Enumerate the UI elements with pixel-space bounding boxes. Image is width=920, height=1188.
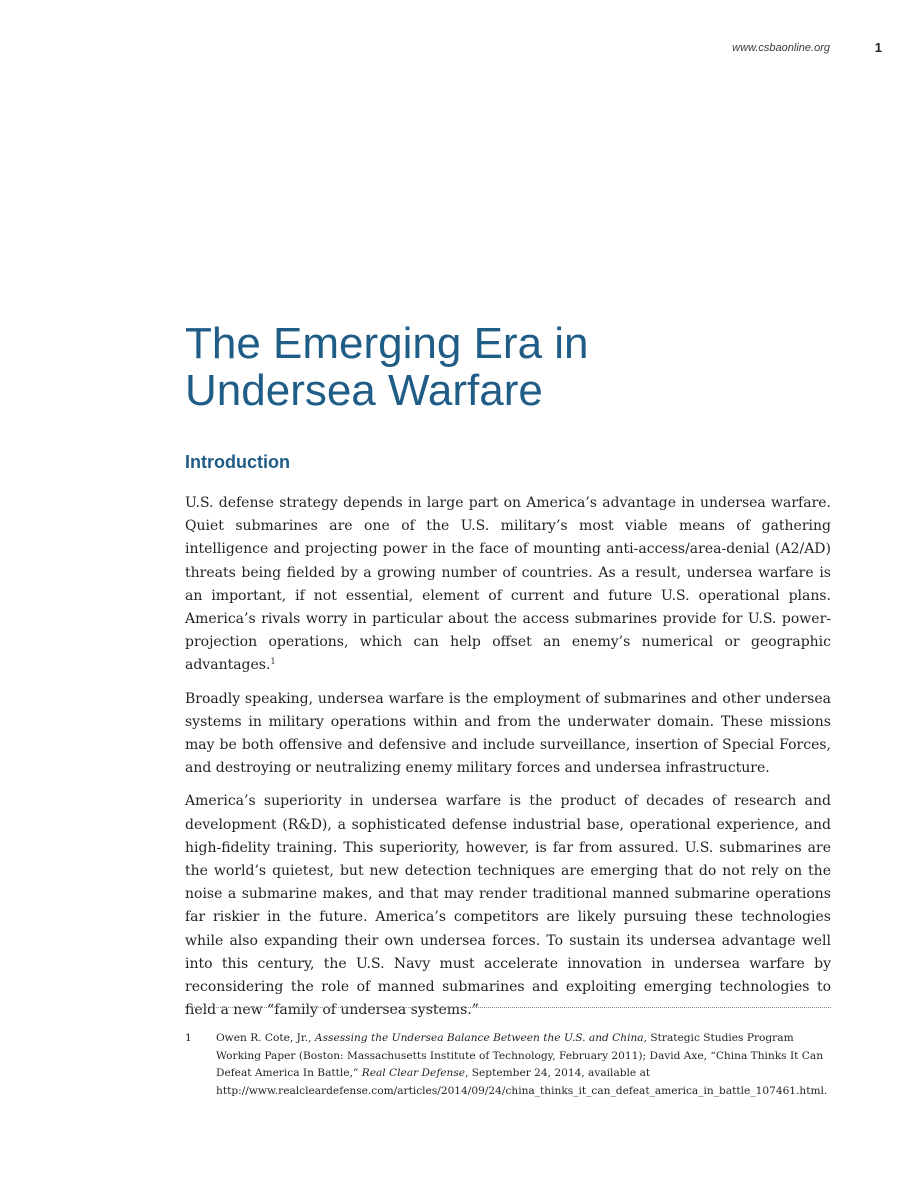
footnote-details: , Strategic Studies Program Working Paper (Boston: Massachusetts Institute of Technology, February 2011); David Axe, “China Thinks It Can Defeat America In Battle,” <box>216 1032 824 1079</box>
footnote-reference[interactable]: 1 <box>270 657 276 667</box>
paragraph-1-text: U.S. defense strategy depends in large part on America’s advantage in undersea warfare. Quiet submarines are one of the U.S. military’s most viable means of gathering intelligence and projecting power in the face of mounting anti-access/area-denial (A2/AD) threats being fielded by a growing number of countries. As a result, undersea warfare is an important, if not essential, element of current and future U.S. operational plans. America’s rivals worry in particular about the access submarines provide for U.S. power-projection operations, which can help offset an enemy’s numerical or geographic advantages. <box>185 495 831 674</box>
footnote-details-url: , September 24, 2014, available at http://www.realcleardefense.com/articles/2014/09/24/china_thinks_it_can_defeat_america_in_battle_107461.html. <box>216 1067 828 1097</box>
footnote-divider <box>185 1007 831 1008</box>
section-heading: Introduction <box>185 452 290 472</box>
footnote-publication: Real Clear Defense <box>361 1067 466 1079</box>
page-title-line-1: The Emerging Era in <box>185 319 589 368</box>
header-url: www.csbaonline.org <box>732 42 830 54</box>
paragraph-3: America’s superiority in undersea warfare is the product of decades of research and development (R&D), a sophisticated defense industrial base, operational experience, and high-fidelity training. This superiority, however, is far from assured. U.S. submarines are the world’s quietest, but new detection techniques are emerging that do not rely on the noise a submarine makes, and that may render traditional manned submarine operations far riskier in the future. America’s competitors are likely pursuing these technologies while also expanding their own undersea forces. To sustain its undersea advantage well into this century, the U.S. Navy must accelerate innovation in undersea warfare by reconsidering the role of manned submarines and exploiting emerging technologies to field a new “family of undersea systems.” <box>185 793 831 1019</box>
footnote-author: Owen R. Cote, Jr., <box>216 1032 315 1044</box>
footnote-text <box>216 1030 828 1100</box>
footnote-work-title: Assessing the Undersea Balance Between the U.S. and China <box>314 1032 644 1044</box>
paragraph-1 <box>185 492 831 678</box>
body-text <box>185 492 831 1032</box>
footnote <box>185 1030 828 1100</box>
paragraph-2: Broadly speaking, undersea warfare is the employment of submarines and other undersea systems in military operations within and from the underwater domain. These missions may be both offensive and defensive and include surveillance, insertion of Special Forces, and destroying or neutralizing enemy military forces and undersea infrastructure. <box>185 690 831 777</box>
footnote-number: 1 <box>185 1032 192 1044</box>
page-title <box>185 320 835 414</box>
page-title-line-2: Undersea Warfare <box>185 366 543 415</box>
page-number: 1 <box>874 40 882 55</box>
